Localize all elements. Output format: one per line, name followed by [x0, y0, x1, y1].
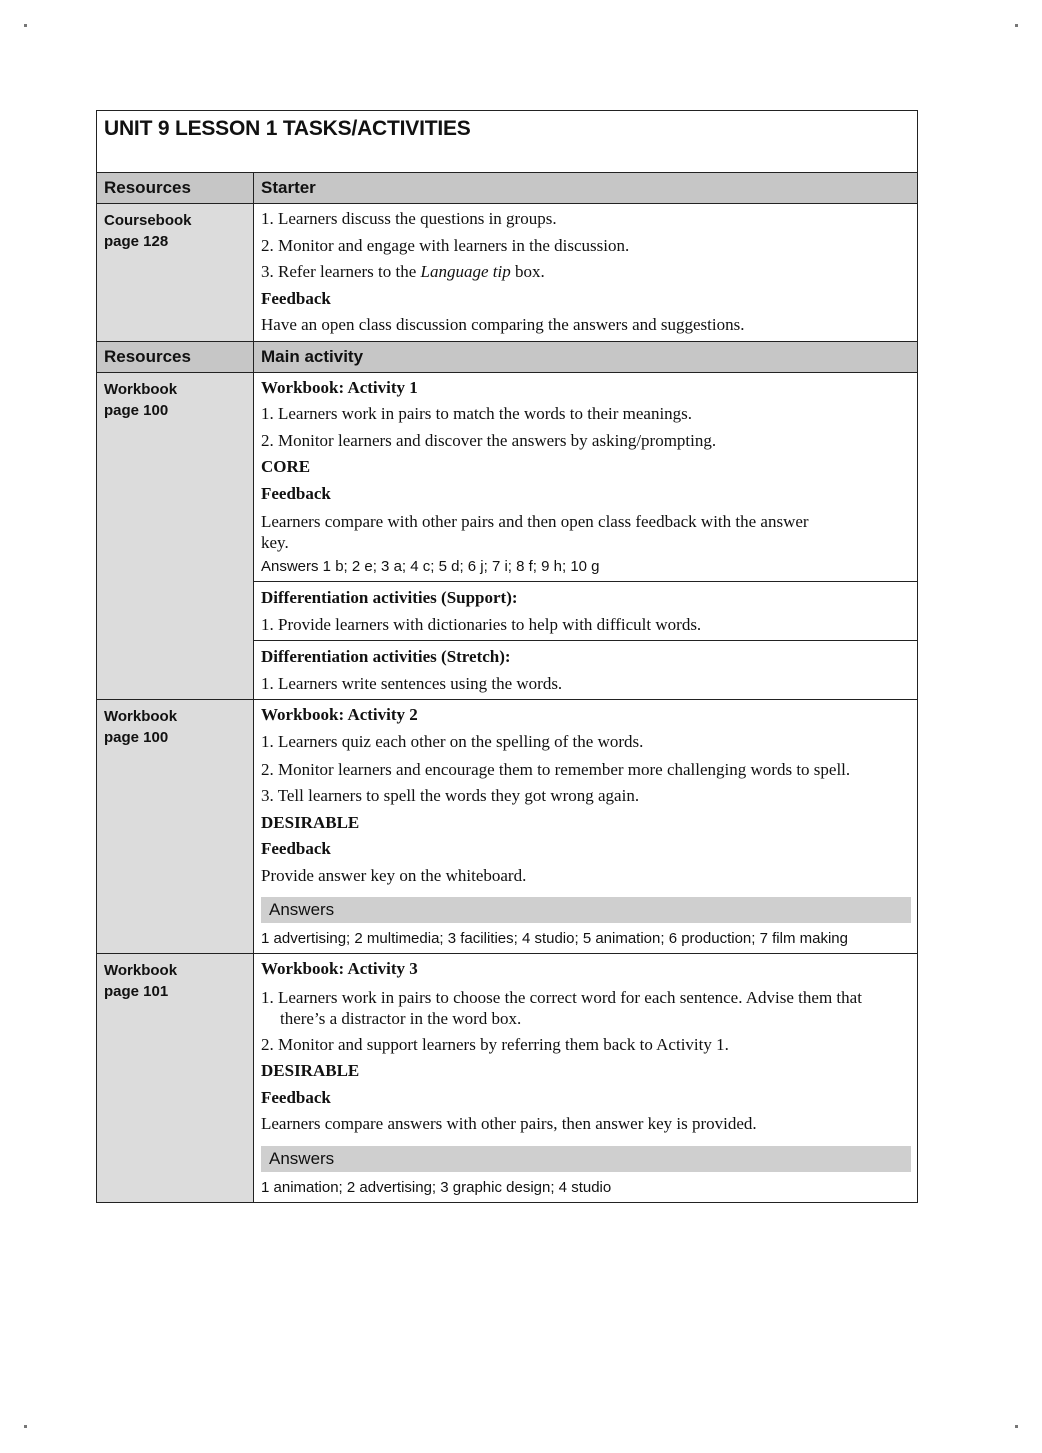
- activity-heading: Workbook: Activity 1: [261, 377, 418, 397]
- starter-row: [97, 203, 917, 341]
- activity2-row: [97, 699, 917, 953]
- activity-heading: Workbook: Activity 2: [261, 705, 418, 724]
- lesson-table: [96, 110, 918, 1203]
- answers-bar: Answers: [261, 1146, 911, 1172]
- activity-item: 2. Monitor learners and encourage them to remember more challenging words to spell.: [261, 760, 851, 779]
- level-label: DESIRABLE: [261, 1061, 360, 1080]
- activity2-resource: Workbook page 100: [97, 700, 254, 953]
- feedback-text: Learners compare with other pairs and then open class feedback with the answer key.: [261, 512, 809, 552]
- starter-resource: Coursebook page 128: [97, 204, 254, 341]
- main-header-row: [97, 341, 917, 372]
- feedback-text: Learners compare answers with other pairs, then answer key is provided.: [261, 1114, 757, 1133]
- feedback-text: Provide answer key on the whiteboard.: [261, 865, 527, 885]
- support-item: 1. Provide learners with dictionaries to help with difficult words.: [261, 614, 702, 634]
- activity1-resource: Workbook page 100: [97, 373, 254, 700]
- answers-text: Answers 1 b; 2 e; 3 a; 4 c; 5 d; 6 j; 7 i; 8 f; 9 h; 10 g: [261, 558, 600, 575]
- crop-mark: [24, 24, 27, 27]
- stretch-item: 1. Learners write sentences using the words.: [261, 673, 563, 693]
- feedback-text: Have an open class discussion comparing the answers and suggestions.: [261, 315, 745, 334]
- activity1-row: [97, 372, 917, 700]
- answers-text: 1 advertising; 2 multimedia; 3 facilities; 4 studio; 5 animation; 6 production; 7 film making: [261, 930, 848, 947]
- feedback-label: Feedback: [261, 1087, 331, 1107]
- activity3-resource: Workbook page 101: [97, 954, 254, 1202]
- activity-item: 2. Monitor learners and discover the answers by asking/prompting.: [261, 430, 717, 450]
- feedback-label: Feedback: [261, 839, 331, 858]
- activity-item: 1. Learners work in pairs to choose the correct word for each sentence. Advise them that there’s a distractor in the word box.: [261, 987, 862, 1028]
- resources-header: Resources: [97, 173, 254, 203]
- crop-mark: [1015, 1425, 1018, 1428]
- starter-header: Starter: [254, 173, 917, 203]
- title-row: [97, 111, 917, 173]
- activity-item: 2. Monitor and support learners by referring them back to Activity 1.: [261, 1034, 729, 1054]
- support-heading: Differentiation activities (Support):: [261, 588, 518, 607]
- activity-item: 1. Learners work in pairs to match the words to their meanings.: [261, 404, 693, 423]
- activity-item: 1. Learners quiz each other on the spelling of the words.: [261, 731, 644, 751]
- page-title: UNIT 9 LESSON 1 TASKS/ACTIVITIES: [104, 117, 471, 140]
- activity-item: 3. Tell learners to spell the words they got wrong again.: [261, 786, 640, 805]
- level-label: DESIRABLE: [261, 812, 360, 832]
- starter-item: 2. Monitor and engage with learners in the discussion.: [261, 235, 630, 255]
- starter-item: 1. Learners discuss the questions in groups.: [261, 209, 557, 228]
- answers-text: 1 animation; 2 advertising; 3 graphic design; 4 studio: [261, 1178, 612, 1196]
- main-activity-header: Main activity: [254, 342, 917, 372]
- stretch-heading: Differentiation activities (Stretch):: [261, 647, 511, 666]
- crop-mark: [24, 1425, 27, 1428]
- level-label: CORE: [261, 457, 311, 476]
- activity-heading: Workbook: Activity 3: [261, 959, 418, 978]
- resources-header: Resources: [97, 342, 254, 372]
- starter-header-row: [97, 173, 917, 203]
- feedback-label: Feedback: [261, 483, 331, 503]
- starter-item: 3. Refer learners to the Language tip box.: [261, 262, 545, 281]
- activity3-row: [97, 953, 917, 1202]
- crop-mark: [1015, 24, 1018, 27]
- feedback-label: Feedback: [261, 288, 331, 308]
- answers-bar: Answers: [261, 897, 911, 923]
